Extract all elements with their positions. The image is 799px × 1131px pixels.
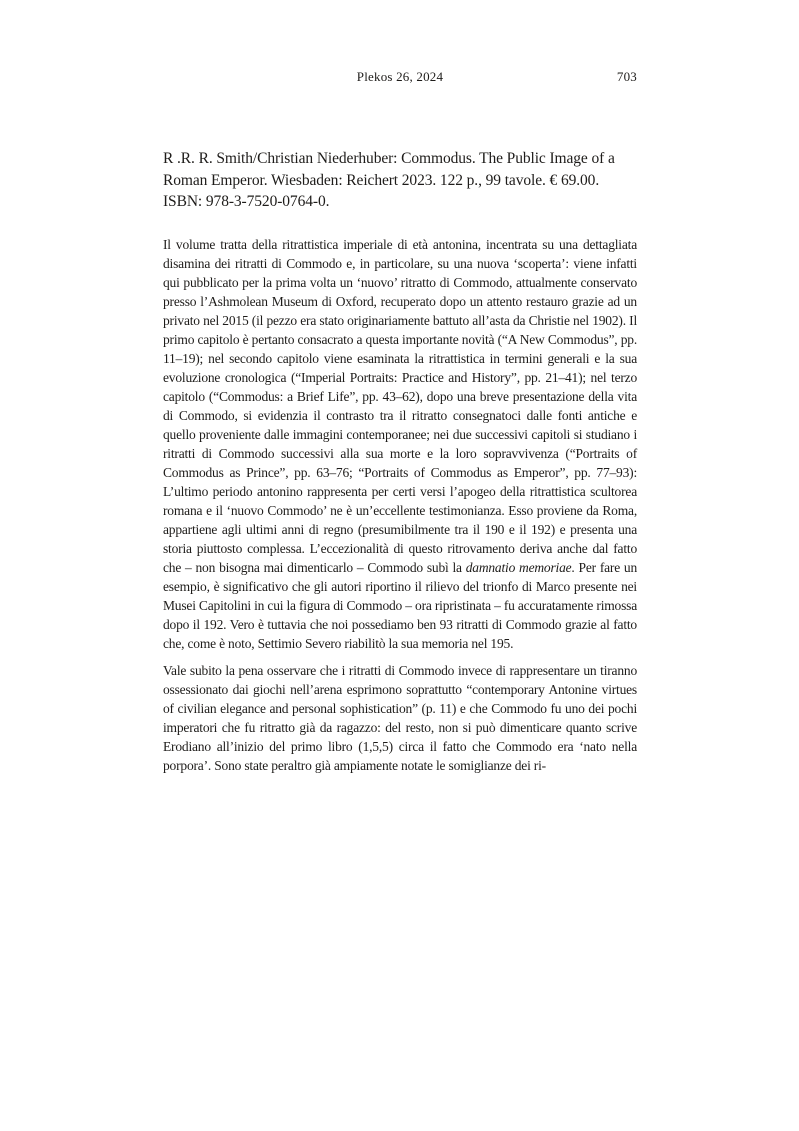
text-run: Vale subito la pena osservare che i ritratti di Commodo invece di rappresentare un tiranno ossessionato dai giochi nell’arena esprimono soprattutto “contemporary Antonine virtues of civilian elegance and personal sophistication” (p. 11) e che Commodo fu uno dei pochi imperatori che fu ritratto già da ragazzo: del resto, non si può dimenticare quanto scrive Erodiano all’inizio del primo libro (1,5,5) circa il fatto che Commodo era ‘nato nella porpora’. Sono state peraltro già ampiamente notate le somiglianze dei ri-: [163, 662, 637, 773]
page-header: [163, 69, 637, 85]
text-run: Il volume tratta della ritrattistica imperiale di età antonina, incentrata su una dettagliata disamina dei ritratti di Commodo e, in particolare, su una nuova ‘scoperta’: viene infatti qui pubblicato per la prima volta un ‘nuovo’ ritratto di Commodo, attualmente conservato presso l’Ashmolean Museum di Oxford, recuperato dopo un attento restauro grazie ad un privato nel 2015 (il pezzo era stato originariamente battuto all’asta da Christie nel 1902). Il primo capitolo è pertanto consacrato a questa importante novità (“A New Commodus”, pp. 11–19); nel secondo capitolo viene esaminata la ritrattistica in termini generali e la sua evoluzione cronologica (“Imperial Portraits: Practice and History”, pp. 21–41); nel terzo capitolo (“Commodus: a Brief Life”, pp. 43–62), dopo una breve presentazione della vita di Commodo, si evidenzia il contrasto tra il ritratto consegnatoci dalle fonti antiche e quello proveniente dalle immagini contemporanee; nei due successivi capitoli si studiano i ritratti di Commodo successivi alla sua morte e la loro sopravvivenza (“Portraits of Commodus as Prince”, pp. 63–76; “Portraits of Commodus as Emperor”, pp. 77–93): L’ultimo periodo antonino rappresenta per certi versi l’apogeo della ritrattistica scultorea romana e il ‘nuovo Commodo’ ne è un’eccellente testimonianza. Esso proviene da Roma, appartiene agli ultimi anni di regno (presumibilmente tra il 190 e il 192) e presenta una storia piuttosto complessa. L’eccezionalità di questo ritrovamento deriva anche dal fatto che – non bisogna mai dimenticarlo – Commodo subì la: [163, 236, 637, 575]
review-heading: R .R. R. Smith/Christian Niederhuber: Commodus. The Public Image of a Roman Emperor. Wiesbaden: Reichert 2023. 122 p., 99 tavole. € 69.00. ISBN: 978-3-7520-0764-0.: [163, 150, 615, 210]
paragraph: [163, 235, 637, 653]
italic-text-run: damnatio memoriae: [465, 559, 572, 575]
page-number: 703: [616, 69, 637, 84]
text-run: . Per fare un esempio, è significativo che gli autori riportino il rilievo del trionfo di Marco presente nei Musei Capitolini in cui la figura di Commodo – ora ripristinata – fu accuratamente rimossa dopo il 192. Vero è tuttavia che noi possediamo ben 93 ritratti di Commodo grazie al fatto che, come è noto, Settimio Severo riabilitò la sua memoria nel 195.: [163, 559, 637, 651]
review-body: [163, 148, 637, 783]
paragraph: [163, 661, 637, 775]
review-paragraphs: [163, 235, 637, 775]
journal-header: Plekos 26, 2024: [356, 69, 444, 84]
